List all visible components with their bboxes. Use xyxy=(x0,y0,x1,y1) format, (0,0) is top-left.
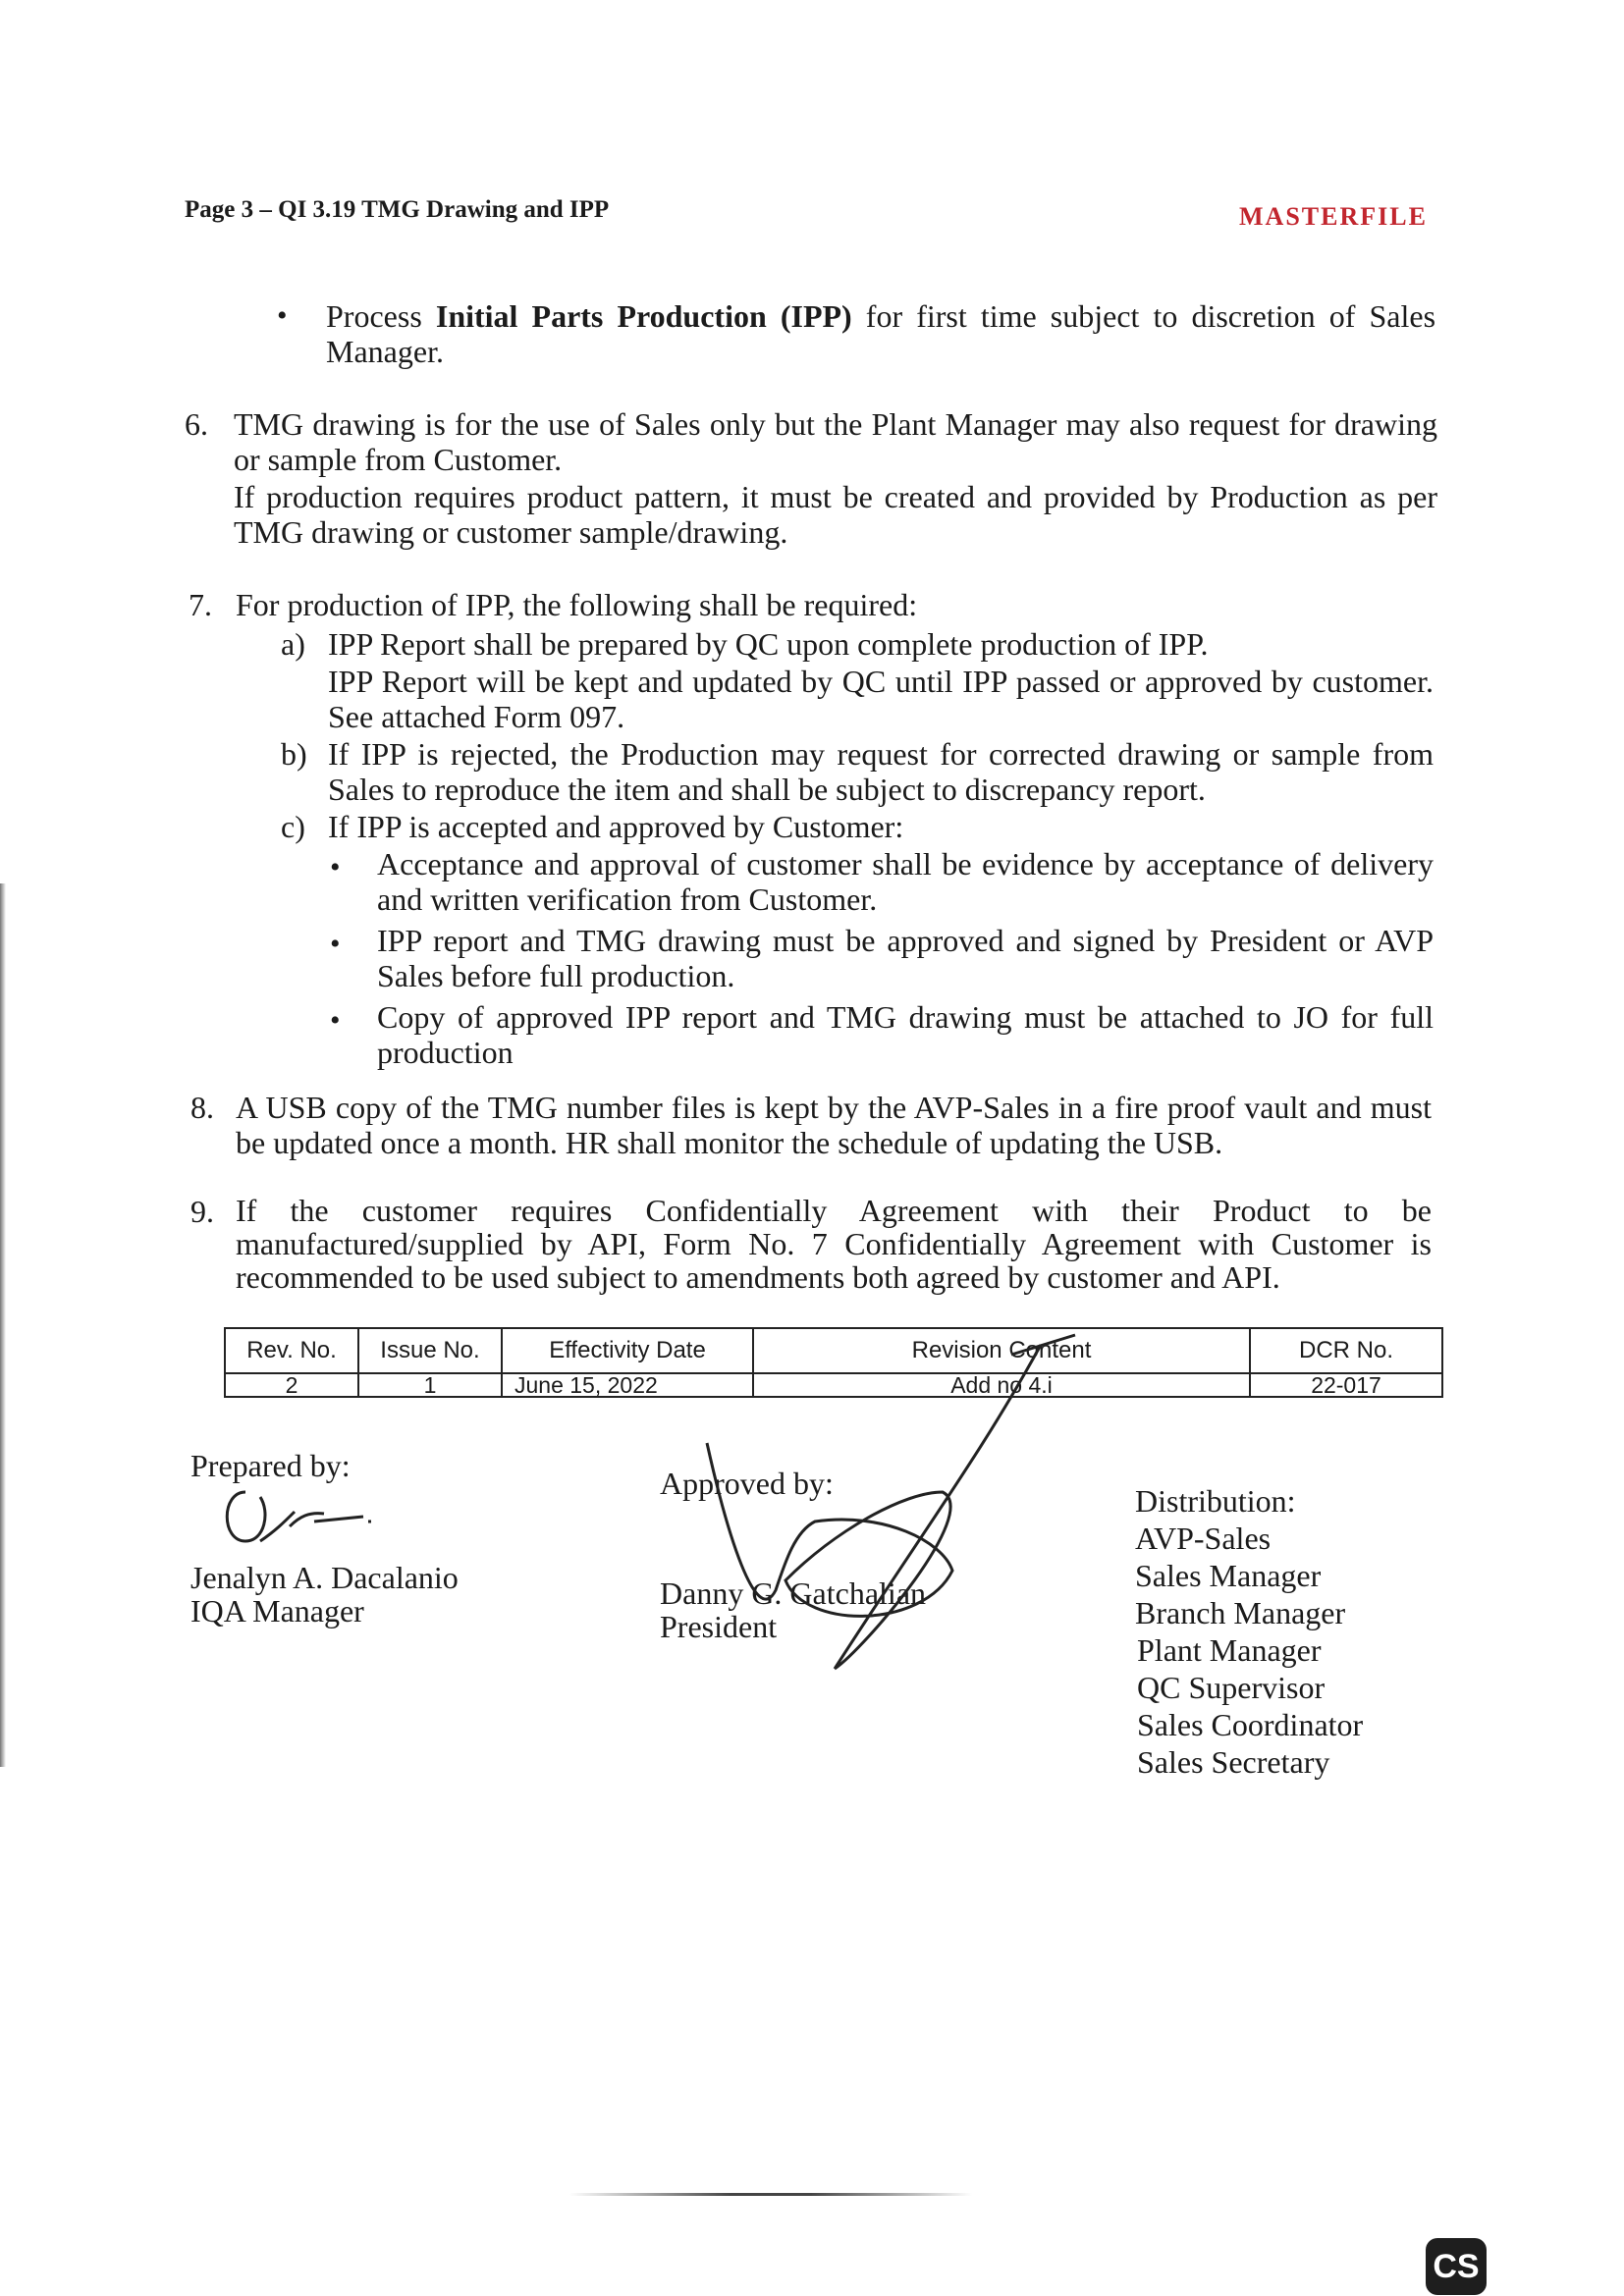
item7-number: 7. xyxy=(189,587,212,622)
item7-intro: For production of IPP, the following shall be required: xyxy=(236,587,918,622)
ipp-bullet-bold: Initial Parts Production (IPP) xyxy=(435,298,852,334)
cell-issue-no: 1 xyxy=(358,1373,502,1397)
prepared-name: Jenalyn A. Dacalanio xyxy=(190,1560,459,1595)
distribution-item: Sales Manager xyxy=(1135,1558,1322,1593)
distribution-item: QC Supervisor xyxy=(1137,1670,1326,1705)
scan-edge-shadow xyxy=(0,883,6,1767)
header-revision-content: Revision Content xyxy=(753,1328,1250,1373)
ipp-bullet-post: for first time subject to discretion of Sales Manager. xyxy=(326,298,1436,369)
bullet-dot: • xyxy=(330,1004,341,1037)
item6-number: 6. xyxy=(185,406,208,442)
bullet-dot: • xyxy=(330,928,341,960)
prepared-signature-icon xyxy=(216,1482,393,1551)
cell-dcr-no: 22-017 xyxy=(1250,1373,1442,1397)
ipp-bullet-pre: Process xyxy=(326,298,436,334)
approved-by-label: Approved by: xyxy=(660,1466,834,1501)
item7-c-bullet-3: Copy of approved IPP report and TMG drawing must be attached to JO for full production xyxy=(377,999,1434,1070)
prepared-by-label: Prepared by: xyxy=(190,1448,351,1483)
distribution-item: Sales Secretary xyxy=(1137,1744,1330,1780)
approved-name: Danny G. Gatchalian xyxy=(660,1575,927,1611)
ipp-bullet xyxy=(326,298,1435,369)
item7-a-line1: IPP Report shall be prepared by QC upon complete production of IPP. xyxy=(328,626,1209,662)
item7-c-bullet-2: IPP report and TMG drawing must be approved and signed by President or AVP Sales before full production. xyxy=(377,923,1434,993)
cell-rev-no: 2 xyxy=(225,1373,358,1397)
header-rev-no: Rev. No. xyxy=(225,1328,358,1373)
approved-signature-icon xyxy=(687,1335,1080,1679)
distribution-item: Branch Manager xyxy=(1135,1595,1346,1630)
cell-effectivity-date: June 15, 2022 xyxy=(502,1373,753,1397)
item7-b-text: If IPP is rejected, the Production may request for corrected drawing or sample from Sales to reproduce the item and shall be subject to discrepancy report. xyxy=(328,736,1434,807)
item7-b-label: b) xyxy=(281,736,307,772)
item7-a-line2: IPP Report will be kept and updated by QC until IPP passed or approved by customer. See attached Form 097. xyxy=(328,664,1434,734)
header-effectivity-date: Effectivity Date xyxy=(502,1328,753,1373)
page-reference: Page 3 – QI 3.19 TMG Drawing and IPP xyxy=(185,196,610,223)
item9-number: 9. xyxy=(190,1194,214,1229)
distribution-item: Plant Manager xyxy=(1137,1632,1322,1668)
camscanner-logo-icon: CS xyxy=(1426,2238,1487,2295)
header-dcr-no: DCR No. xyxy=(1250,1328,1442,1373)
item8-number: 8. xyxy=(190,1090,214,1125)
item9-text: If the customer requires Confidentially Agreement with their Product to be manufactured/supplied by API, Form No. 7 Confidentially Agreement with Customer is recommended to be used subject to amendments both agreed by customer and API. xyxy=(236,1193,1432,1295)
item7-c-label: c) xyxy=(281,809,305,844)
bullet-dot: • xyxy=(277,299,288,332)
item7-a-label: a) xyxy=(281,626,305,662)
item6-line2: If production requires product pattern, it must be created and provided by Production as per TMG drawing or customer sample/drawing. xyxy=(234,479,1437,550)
distribution-item: AVP-Sales xyxy=(1135,1521,1272,1556)
header-issue-no: Issue No. xyxy=(358,1328,502,1373)
distribution-item: Sales Coordinator xyxy=(1137,1707,1364,1742)
distribution-label: Distribution: xyxy=(1135,1483,1296,1519)
approved-title: President xyxy=(660,1609,778,1644)
footer-rule xyxy=(569,2193,972,2196)
item7-c-bullet-1: Acceptance and approval of customer shall be evidence by acceptance of delivery and written verification from Customer. xyxy=(377,846,1434,917)
item6-line1: TMG drawing is for the use of Sales only but the Plant Manager may also request for drawing or sample from Customer. xyxy=(234,406,1437,477)
item7-c-text: If IPP is accepted and approved by Customer: xyxy=(328,809,904,844)
masterfile-stamp: MASTERFILE xyxy=(1239,202,1428,231)
cell-revision-content: Add no 4.i xyxy=(753,1373,1250,1397)
prepared-title: IQA Manager xyxy=(190,1593,364,1629)
bullet-dot: • xyxy=(330,851,341,883)
item8-text: A USB copy of the TMG number files is kept by the AVP-Sales in a fire proof vault and must be updated once a month. HR shall monitor the schedule of updating the USB. xyxy=(236,1090,1432,1160)
